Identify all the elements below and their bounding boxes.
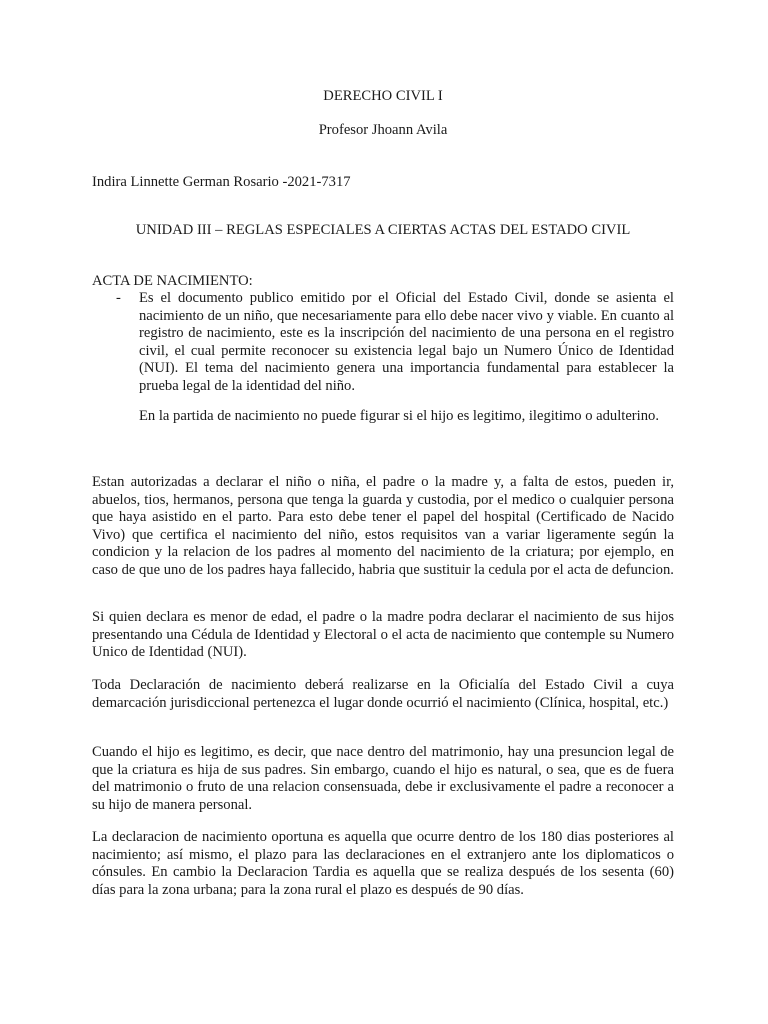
paragraph-declaration-place: Toda Declaración de nacimiento deberá realizarse en la Oficialía del Estado Civil a cuya demarcación jurisdiccional pertenezca el lugar donde ocurrió el nacimiento (Clínica, hospital, etc.): [92, 677, 674, 711]
paragraph-legitimate-child: Cuando el hijo es legitimo, es decir, que nace dentro del matrimonio, hay una presuncion legal de que la criatura es hija de sus padres. Sin embargo, cuando el hijo es natural, o sea, que es de fuera del matrimonio o fruto de una relacion consensuada, debe ir exclusivamente el padre a reconocer a su hijo de manera personal.: [92, 744, 674, 813]
bullet-paragraph-definition: Es el documento publico emitido por el Oficial del Estado Civil, donde se asienta el nacimiento de un niño, que necesariamente para ello debe nacer vivo y viable. En cuanto al registro de nacimiento, este es la inscripción del nacimiento de una persona en el registro civil, el cual permite reconocer su existencia legal bajo un Numero Único de Identidad (NUI). El tema del nacimiento genera una importancia fundamental para establecer la prueba legal de la identidad del niño.: [139, 290, 674, 394]
professor-name: Profesor Jhoann Avila: [318, 122, 448, 138]
bullet-paragraph-legitimacy: En la partida de nacimiento no puede figurar si el hijo es legitimo, ilegitimo o adulterino.: [139, 408, 659, 424]
paragraph-declaration-deadlines: La declaracion de nacimiento oportuna es aquella que ocurre dentro de los 180 dias posteriores al nacimiento; así mismo, el plazo para las declaraciones en el extranjero ante los diplomaticos o cónsules. En cambio la Declaracion Tardia es aquella que se realiza después de los sesenta (60) días para la zona urbana; para la zona rural el plazo es después de 90 días.: [92, 829, 674, 898]
student-line: Indira Linnette German Rosario -2021-7317: [92, 174, 351, 190]
course-title: DERECHO CIVIL I: [323, 88, 443, 104]
bullet-marker: -: [116, 290, 121, 306]
paragraph-declarants: Estan autorizadas a declarar el niño o niña, el padre o la madre y, a falta de estos, pueden ir, abuelos, tios, hermanos, persona que tenga la guarda y custodia, por el medico o cualquier persona que haya asistido en el parto. Para esto debe tener el papel del hospital (Certificado de Nacido Vivo) que certifica el nacimiento del niño, estos requisitos van a variar ligeramente según la condicion y la relacion de los padres al momento del nacimiento de la criatura; por ejemplo, en caso de que uno de los padres haya fallecido, habria que sustituir la cedula por el acta de defuncion.: [92, 474, 674, 578]
section-heading: ACTA DE NACIMIENTO:: [92, 273, 253, 289]
paragraph-minor-declarant: Si quien declara es menor de edad, el padre o la madre podra declarar el nacimiento de sus hijos presentando una Cédula de Identidad y Electoral o el acta de nacimiento que contemple su Numero Unico de Identidad (NUI).: [92, 609, 674, 661]
unit-title: UNIDAD III – REGLAS ESPECIALES A CIERTAS ACTAS DEL ESTADO CIVIL: [135, 222, 631, 238]
